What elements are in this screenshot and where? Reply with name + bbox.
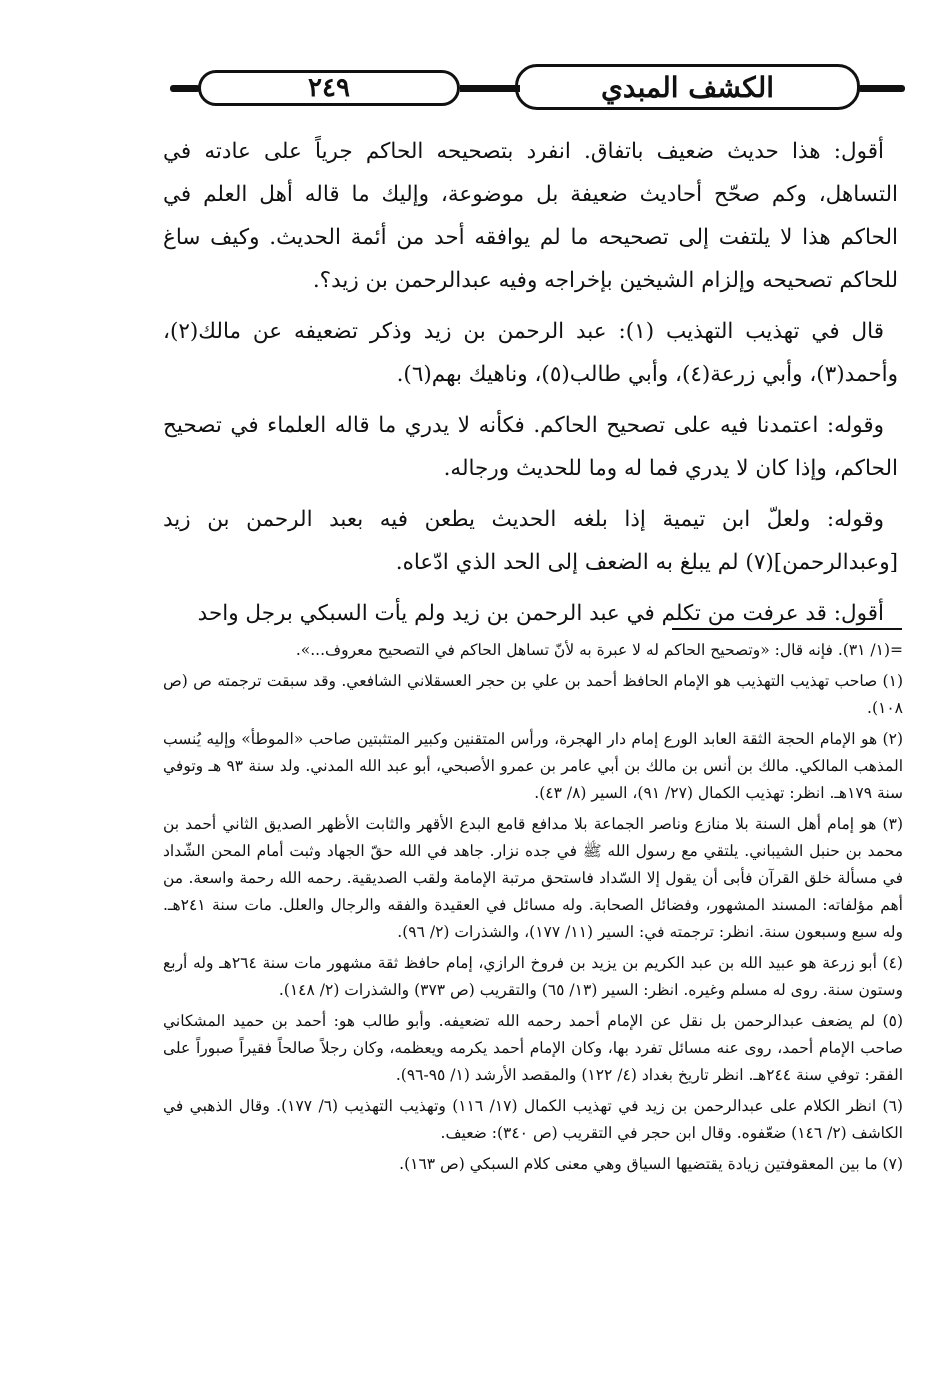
footnote: (٢) هو الإمام الحجة الثقة العابد الورع إمام دار الهجرة، ورأس المتقنين وكبير المتثبتين صاحب «الموطأ» وإليه يُنسب المذهب المالكي. مالك بن أنس بن مالك بن أبي عامر بن عمرو الأصبحي، أبو عبد الله المدني. ولد سنة ٩٣ هـ وتوفي سنة ١٧٩هـ. انظر: تهذيب الكمال (٢٧/ ٩١)، السير (٨/ ٤٣). <box>163 730 903 802</box>
book-title: الكشف المبدي <box>515 64 860 110</box>
footnote: (١) صاحب تهذيب التهذيب هو الإمام الحافظ أحمد بن علي بن حجر العسقلاني الشافعي. وقد سبقت ترجمته ص (ص ١٠٨). <box>163 672 903 717</box>
header-rule-left <box>170 85 200 92</box>
paragraph: وقوله: اعتمدنا فيه على تصحيح الحاكم. فكأنه لا يدري ما قاله العلماء في تصحيح الحاكم، وإذا كان لا يدري فما له وما للحديث ورجاله. <box>163 413 898 481</box>
footnote: (٣) هو إمام أهل السنة بلا منازع وناصر الجماعة بلا مدافع قامع البدع الأقهر والثابت الأظهر الصديق الثاني أحمد بن محمد بن حنبل الشيباني. يلتقي مع رسول الله ﷺ في جده نزار. جاهد في الله حقّ الجهاد وثبت أمام المحن الشّداد في مسألة خلق القرآن فأبى أن يقول إلا السّداد فاستحق مرتبة الإمامة ولقب الصديقية. رحمه الله رحمة واسعة. من أهم مؤلفاته: المسند المشهور، وفضائل الصحابة. وله مسائل في العقيدة والفقه والرجال والعلل. مات سنة ٢٤١هـ. وله سبع وسبعون سنة. انظر: ترجمته في: السير (١١/ ١٧٧)، والشذرات (٢/ ٩٦). <box>163 815 903 941</box>
footnote-divider <box>672 628 902 630</box>
page-number: ٢٤٩ <box>198 70 460 106</box>
footnote: (٤) أبو زرعة هو عبيد الله بن عبد الكريم بن يزيد بن فروخ الرازي، إمام حافظ ثقة مشهور مات سنة ٢٦٤هـ وله أربع وستون سنة. روى له مسلم وغيره. انظر: السير (١٣/ ٦٥) والتقريب (ص ٣٧٣) والشذرات (٢/ ١٤٨). <box>163 954 903 999</box>
header-rule-right <box>858 85 905 92</box>
footnote: (٦) انظر الكلام على عبدالرحمن بن زيد في تهذيب الكمال (١٧/ ١١٦) وتهذيب التهذيب (٦/ ١٧٧). وقال الذهبي في الكاشف (٢/ ١٤٦) ضعّفوه. وقال ابن حجر في التقريب (ص ٣٤٠): ضعيف. <box>163 1097 903 1142</box>
footnote: (٧) ما بين المعقوفتين زيادة يقتضيها السياق وهي معنى كلام السبكي (ص ١٦٣). <box>399 1155 903 1173</box>
header-rule-middle <box>460 85 520 92</box>
paragraph: وقوله: ولعلّ ابن تيمية إذا بلغه الحديث يطعن فيه بعبد الرحمن بن زيد [وعبدالرحمن](٧) لم يبلغ به الضعف إلى الحد الذي ادّعاه. <box>163 507 898 575</box>
paragraph: أقول: قد عرفت من تكلم في عبد الرحمن بن زيد ولم يأت السبكي برجل واحد <box>197 601 884 626</box>
footnote: =(١/ ٣١). فإنه قال: «وتصحيح الحاكم له لا عبرة به لأنّ تساهل الحاكم في التصحيح معروف...». <box>295 641 903 659</box>
paragraph: أقول: هذا حديث ضعيف باتفاق. انفرد بتصحيحه الحاكم جرياً على عادته في التساهل، وكم صحّح أحاديث ضعيفة بل موضوعة، وإليك ما قاله أهل العلم في الحاكم هذا لا يلتفت إلى تصحيحه ما لم يوافقه أحد من أئمة الحديث. وكيف ساغ للحاكم تصحيحه وإلزام الشيخين بإخراجه وفيه عبدالرحمن بن زيد؟. <box>163 139 898 293</box>
footnotes <box>163 637 903 1182</box>
page-header <box>170 62 905 124</box>
footnote: (٥) لم يضعف عبدالرحمن بل نقل عن الإمام أحمد رحمه الله تضعيفه. وأبو طالب هو: أحمد بن حميد المشكاني صاحب الإمام أحمد، روى عنه مسائل تفرد بها، وكان الإمام أحمد يكرمه ويعظمه، وكان رجلاً صالحاً فقيراً صبوراً على الفقر: توفي سنة ٢٤٤هـ. انظر تاريخ بغداد (٤/ ١٢٢) والمقصد الأرشد (١/ ٩٥-٩٦). <box>163 1012 903 1084</box>
paragraph: قال في تهذيب التهذيب (١): عبد الرحمن بن زيد وذكر تضعيفه عن مالك(٢)، وأحمد(٣)، وأبي زرعة(٤)، وأبي طالب(٥)، وناهيك بهم(٦). <box>163 319 898 387</box>
main-text <box>163 130 898 643</box>
